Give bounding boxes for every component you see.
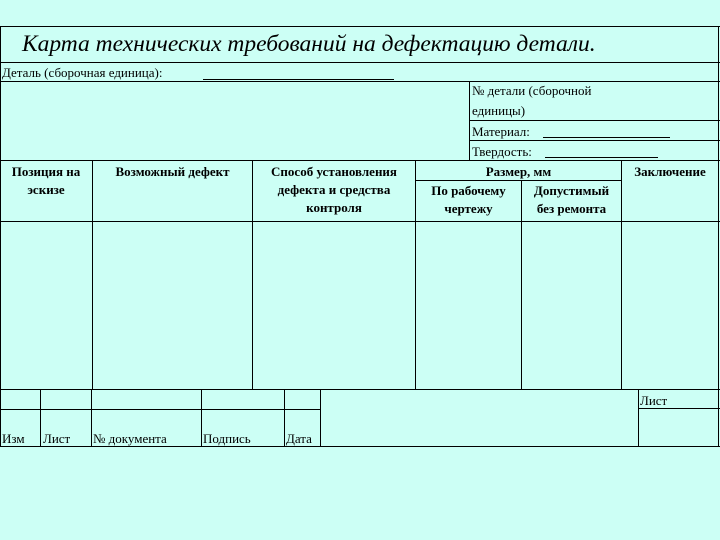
col-method-header: [253, 163, 415, 217]
col-method-text-1: Способ установления: [271, 164, 397, 179]
stamp-signature: Подпись: [203, 431, 251, 446]
col-method-text-2: дефекта и средства: [277, 182, 391, 197]
part-number-label-1: № детали (сборочной: [472, 83, 592, 98]
frame-bottom: [0, 446, 720, 447]
col-working-header: [416, 182, 521, 218]
stamp-top: [0, 389, 720, 390]
col-working-text-2: чертежу: [444, 201, 493, 216]
stamp-date: Дата: [286, 431, 312, 446]
part-fill-line: [203, 79, 394, 80]
frame-left: [0, 26, 1, 447]
col-working-text-1: По рабочему: [431, 183, 506, 198]
stamp-izm: Изм: [2, 431, 25, 446]
col-defect-text: Возможный дефект: [115, 164, 230, 179]
col-allowed-text-1: Допустимый: [533, 183, 610, 198]
document-title: Карта технических требований на дефектацию детали.: [22, 31, 596, 57]
info-block-left: [469, 81, 470, 161]
col-conclusion-text: Заключение: [634, 164, 706, 179]
col-method-text-3: контроля: [306, 200, 362, 215]
stamp-row-divider: [0, 409, 320, 410]
col-size-header: [416, 163, 621, 181]
col-line-1: [92, 160, 93, 389]
stamp-sheet-divider: [638, 408, 720, 409]
info-divider-1: [469, 120, 720, 121]
part-number-label-2: единицы): [472, 103, 526, 118]
col-position-header: [0, 163, 92, 199]
frame-top: [0, 26, 720, 27]
col-size-text: Размер, мм: [485, 164, 552, 179]
material-label: Материал:: [472, 124, 530, 139]
part-divider: [0, 81, 720, 82]
table-top: [0, 160, 720, 161]
stamp-sheet-label: Лист: [640, 393, 668, 408]
info-divider-2: [469, 140, 720, 141]
hardness-label: Твердость:: [472, 144, 532, 159]
stamp-list: Лист: [43, 431, 71, 446]
col-allowed-header: [522, 182, 621, 218]
stamp-col-2: [91, 389, 92, 447]
header-bottom: [0, 221, 720, 222]
part-label: Деталь (сборочная единица):: [2, 65, 163, 80]
stamp-col-5: [320, 389, 321, 447]
col-conclusion-header: [622, 163, 718, 181]
material-fill-line: [543, 137, 670, 138]
col-line-5: [621, 160, 622, 389]
col-defect-header: [93, 163, 252, 181]
stamp-col-4: [284, 389, 285, 447]
col-allowed-text-2: без ремонта: [536, 201, 607, 216]
stamp-col-1: [40, 389, 41, 447]
hardness-fill-line: [545, 157, 658, 158]
col-position-text-2: эскизе: [27, 182, 65, 197]
stamp-doc-number: № документа: [93, 431, 167, 446]
stamp-col-6: [638, 389, 639, 447]
title-divider: [0, 62, 720, 63]
col-position-text-1: Позиция на: [11, 164, 81, 179]
frame-right: [718, 26, 719, 447]
stamp-col-3: [201, 389, 202, 447]
